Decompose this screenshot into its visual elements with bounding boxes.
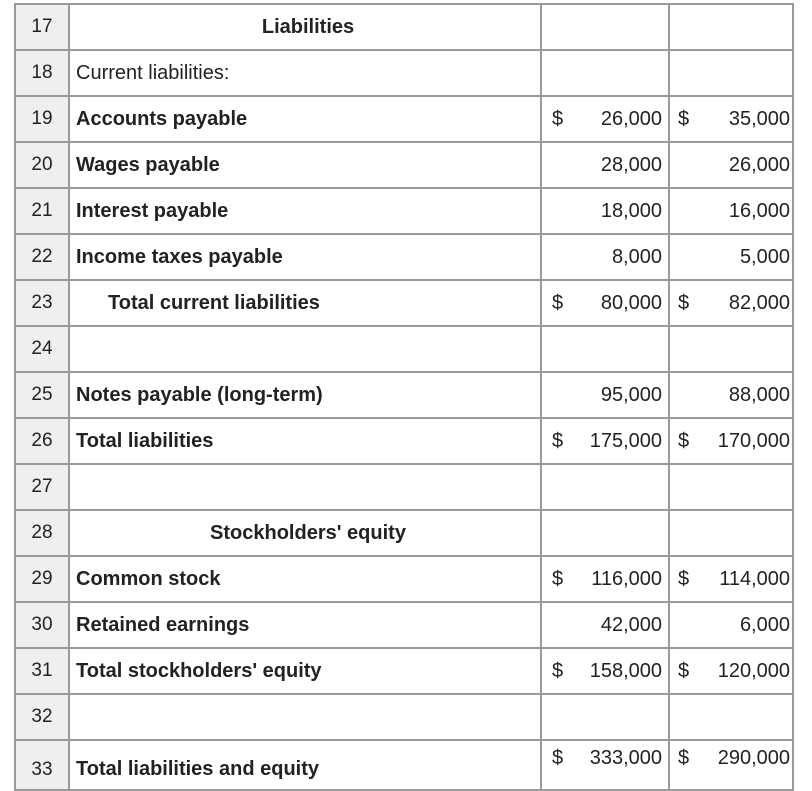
spreadsheet: [14, 3, 794, 791]
sheet-row-29: [14, 557, 794, 603]
value-cell-col1[interactable]: [540, 281, 670, 325]
amount: 333,000: [589, 747, 662, 769]
value-cell-col1[interactable]: [540, 419, 670, 463]
value-cell-col2[interactable]: [670, 189, 794, 233]
value-cell-col2[interactable]: [670, 511, 794, 555]
row-number[interactable]: 31: [14, 649, 70, 693]
section-heading-equity[interactable]: Stockholders' equity: [210, 521, 406, 544]
currency-symbol: $: [552, 659, 564, 682]
currency-symbol: $: [552, 291, 564, 314]
amount: 28,000: [600, 153, 662, 176]
value-cell-col1[interactable]: [540, 557, 670, 601]
amount: 26,000: [728, 153, 790, 176]
row-number[interactable]: 18: [14, 51, 70, 95]
value-cell-col2[interactable]: [670, 327, 794, 371]
amount: 6,000: [739, 613, 790, 636]
row-number[interactable]: 20: [14, 143, 70, 187]
value-cell-col2[interactable]: [670, 741, 794, 789]
sheet-row-21: [14, 189, 794, 235]
label-cell[interactable]: [70, 695, 540, 739]
value-cell-col1[interactable]: [540, 649, 670, 693]
row-number[interactable]: 27: [14, 465, 70, 509]
sheet-row-22: [14, 235, 794, 281]
sheet-row-18: [14, 51, 794, 97]
sheet-row-33: [14, 741, 794, 791]
row-number[interactable]: 29: [14, 557, 70, 601]
label-cell[interactable]: Interest payable: [76, 199, 229, 222]
currency-symbol: $: [678, 567, 690, 590]
amount: 170,000: [717, 429, 790, 452]
value-cell-col1[interactable]: [540, 97, 670, 141]
value-cell-col1[interactable]: [540, 51, 670, 95]
value-cell-col2[interactable]: [670, 235, 794, 279]
currency-symbol: $: [552, 567, 564, 590]
amount: 42,000: [600, 613, 662, 636]
currency-symbol: $: [678, 291, 690, 314]
row-number[interactable]: 32: [14, 695, 70, 739]
currency-symbol: $: [552, 747, 564, 769]
row-number[interactable]: 21: [14, 189, 70, 233]
row-number[interactable]: 17: [14, 5, 70, 49]
value-cell-col2[interactable]: [670, 51, 794, 95]
value-cell-col1[interactable]: [540, 695, 670, 739]
sheet-row-17: [14, 3, 794, 51]
amount: 158,000: [589, 659, 662, 682]
value-cell-col2[interactable]: [670, 143, 794, 187]
label-cell[interactable]: Total liabilities: [76, 429, 214, 452]
label-cell[interactable]: Notes payable (long-term): [76, 383, 323, 406]
amount: 82,000: [728, 291, 790, 314]
value-cell-col2[interactable]: [670, 373, 794, 417]
sheet-row-32: [14, 695, 794, 741]
label-cell[interactable]: Income taxes payable: [76, 245, 283, 268]
value-cell-col1[interactable]: [540, 741, 670, 789]
currency-symbol: $: [552, 429, 564, 452]
value-cell-col2[interactable]: [670, 557, 794, 601]
row-number[interactable]: 30: [14, 603, 70, 647]
value-cell-col1[interactable]: [540, 511, 670, 555]
value-cell-col1[interactable]: [540, 603, 670, 647]
sheet-row-23: [14, 281, 794, 327]
currency-symbol: $: [552, 107, 564, 130]
row-number[interactable]: 28: [14, 511, 70, 555]
row-number[interactable]: 22: [14, 235, 70, 279]
value-cell-col2[interactable]: [670, 281, 794, 325]
amount: 26,000: [600, 107, 662, 130]
amount: 290,000: [717, 747, 790, 769]
value-cell-col1[interactable]: [540, 5, 670, 49]
label-cell[interactable]: Total liabilities and equity: [76, 758, 319, 780]
label-cell[interactable]: Total stockholders' equity: [76, 659, 322, 682]
amount: 16,000: [728, 199, 790, 222]
amount: 18,000: [600, 199, 662, 222]
amount: 114,000: [719, 567, 790, 590]
sheet-row-20: [14, 143, 794, 189]
value-cell-col1[interactable]: [540, 327, 670, 371]
label-cell[interactable]: [70, 327, 540, 371]
label-cell[interactable]: Current liabilities:: [76, 61, 230, 84]
sheet-row-25: [14, 373, 794, 419]
currency-symbol: $: [678, 107, 690, 130]
value-cell-col2[interactable]: [670, 603, 794, 647]
sheet-row-19: [14, 97, 794, 143]
value-cell-col1[interactable]: [540, 465, 670, 509]
amount: 5,000: [739, 245, 790, 268]
value-cell-col2[interactable]: [670, 649, 794, 693]
label-cell[interactable]: Accounts payable: [76, 107, 248, 130]
label-cell[interactable]: Wages payable: [76, 153, 220, 176]
amount: 88,000: [728, 383, 790, 406]
row-number[interactable]: 25: [14, 373, 70, 417]
label-cell[interactable]: Retained earnings: [76, 613, 250, 636]
currency-symbol: $: [678, 659, 690, 682]
amount: 116,000: [591, 567, 662, 590]
amount: 35,000: [728, 107, 790, 130]
row-number[interactable]: 23: [14, 281, 70, 325]
sheet-row-24: [14, 327, 794, 373]
value-cell-col2[interactable]: [670, 5, 794, 49]
amount: 8,000: [611, 245, 662, 268]
label-cell-total[interactable]: Total current liabilities: [108, 291, 320, 314]
row-number[interactable]: 33: [14, 741, 70, 789]
section-heading-liabilities[interactable]: Liabilities: [261, 15, 355, 38]
label-cell[interactable]: [70, 465, 540, 509]
label-cell[interactable]: Common stock: [76, 567, 221, 590]
value-cell-col1[interactable]: [540, 189, 670, 233]
value-cell-col1[interactable]: [540, 373, 670, 417]
value-cell-col2[interactable]: [670, 97, 794, 141]
currency-symbol: $: [678, 747, 690, 769]
value-cell-col2[interactable]: [670, 465, 794, 509]
sheet-row-27: [14, 465, 794, 511]
value-cell-col2[interactable]: [670, 695, 794, 739]
amount: 80,000: [600, 291, 662, 314]
amount: 95,000: [600, 383, 662, 406]
amount: 120,000: [717, 659, 790, 682]
sheet-row-26: [14, 419, 794, 465]
row-number[interactable]: 26: [14, 419, 70, 463]
value-cell-col1[interactable]: [540, 143, 670, 187]
currency-symbol: $: [678, 429, 690, 452]
row-number[interactable]: 24: [14, 327, 70, 371]
amount: 175,000: [589, 429, 662, 452]
value-cell-col1[interactable]: [540, 235, 670, 279]
row-number[interactable]: 19: [14, 97, 70, 141]
value-cell-col2[interactable]: [670, 419, 794, 463]
sheet-row-28: [14, 511, 794, 557]
sheet-row-31: [14, 649, 794, 695]
sheet-row-30: [14, 603, 794, 649]
